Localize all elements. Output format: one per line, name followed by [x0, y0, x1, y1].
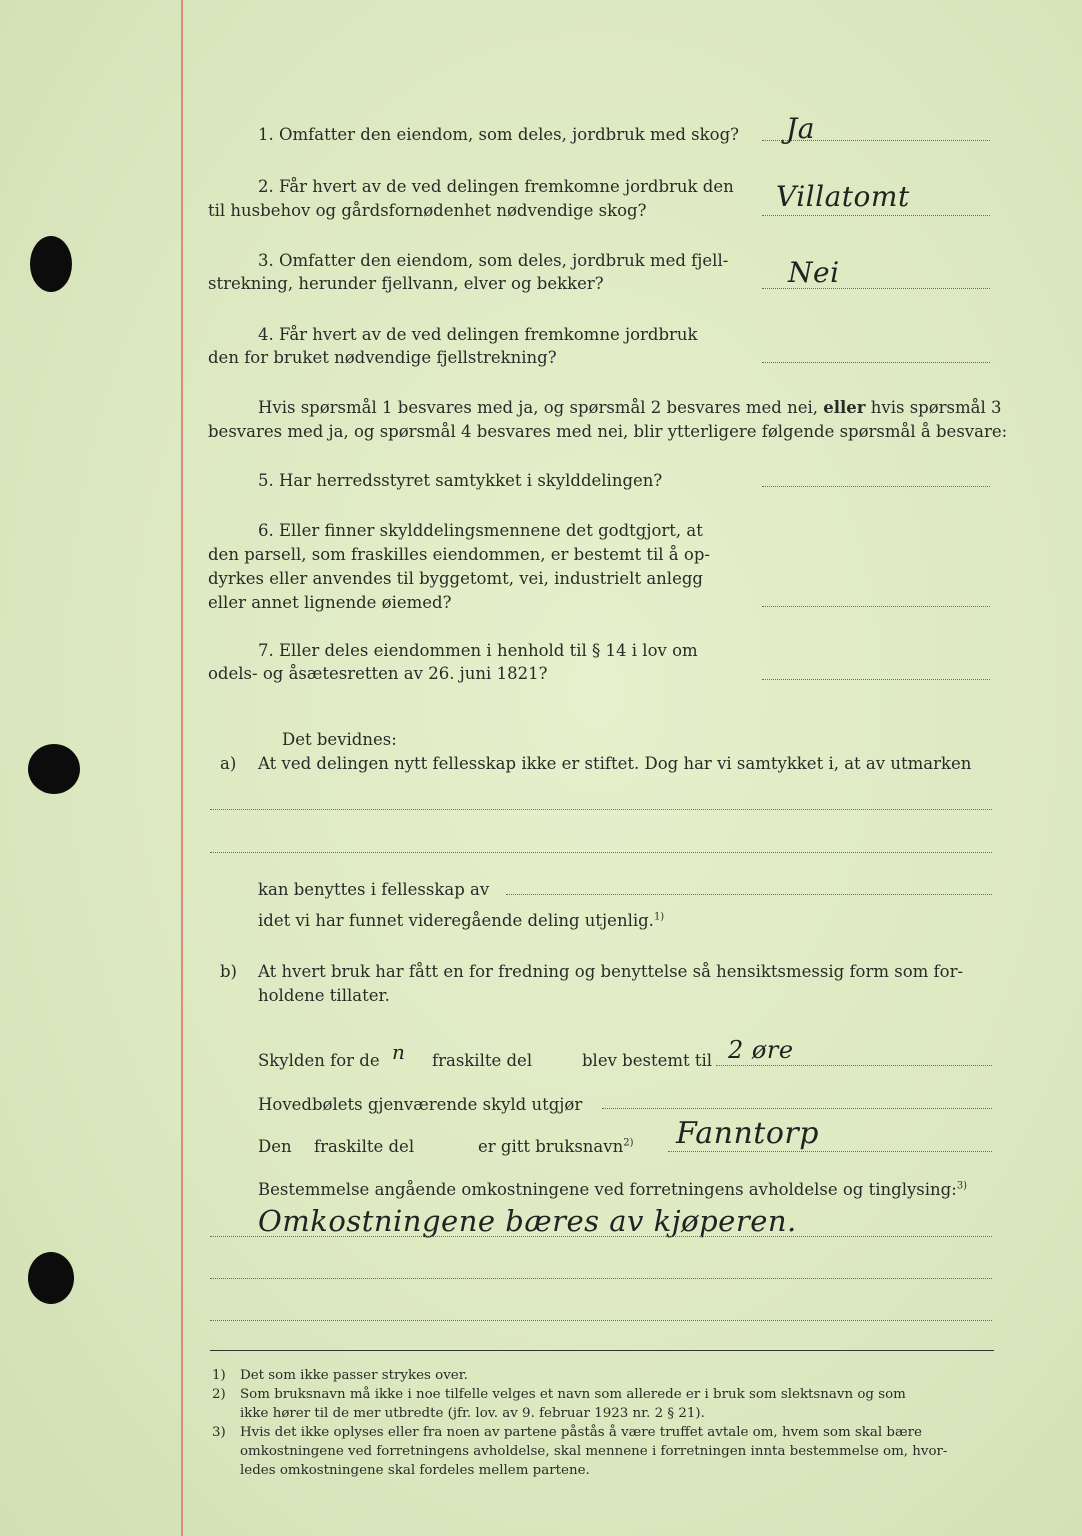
bestemmelse-label-text: Bestemmelse angående omkostningene ved forretningens avholdelse og tinglysing:	[258, 1180, 957, 1199]
binder-hole-middle	[28, 744, 80, 794]
skyld-label-2: fraskilte del	[432, 1051, 533, 1070]
question-6-line-3: dyrkes eller anvendes til byggetomt, vei, industrielt anlegg	[208, 569, 703, 588]
skyld-de-suffix: n	[392, 1040, 406, 1064]
condition-line-1	[258, 398, 1002, 417]
binder-hole-bottom	[28, 1252, 74, 1304]
answer-line-4	[762, 362, 990, 363]
hovedbol-label: Hovedbølets gjenværende skyld utgjør	[258, 1095, 583, 1114]
question-4-line-2: den for bruket nødvendige fjellstrekning?	[208, 348, 557, 367]
question-1: 1. Omfatter den eiendom, som deles, jordbruk med skog?	[258, 125, 739, 144]
skyld-value-line	[716, 1065, 992, 1066]
certify-a-label: a)	[220, 754, 237, 773]
answer-line-6	[762, 606, 990, 607]
bestemmelse-label	[258, 1180, 967, 1199]
omkostninger-line-2	[210, 1278, 992, 1279]
certify-a-continue-1: kan benyttes i fellesskap av	[258, 880, 490, 899]
footnote-ref-2: 2)	[623, 1137, 634, 1149]
certify-b-label: b)	[220, 962, 237, 981]
question-4-line-1: 4. Får hvert av de ved delingen fremkomne jordbruk	[258, 325, 698, 344]
question-7-line-2: odels- og åsætesretten av 26. juni 1821?	[208, 664, 548, 683]
question-3-line-2: strekning, herunder fjellvann, elver og bekker?	[208, 274, 604, 293]
answer-3: Nei	[788, 256, 840, 289]
footnote-2-mark: 2)	[212, 1387, 226, 1402]
certify-a-blank-3	[506, 894, 992, 895]
footnote-1: Det som ikke passer strykes over.	[240, 1368, 468, 1383]
bruksnavn-label-3-text: er gitt bruksnavn	[478, 1137, 624, 1156]
certify-a-text: At ved delingen nytt fellesskap ikke er stiftet. Dog har vi samtykket i, at av utmarken	[258, 754, 972, 773]
omkostninger-line-3	[210, 1320, 992, 1321]
skyld-label-3: blev bestemt til	[582, 1051, 713, 1070]
condition-text-bold: eller	[823, 398, 866, 417]
question-2-line-2: til husbehov og gårdsfornødenhet nødvendige skog?	[208, 201, 647, 220]
condition-text-post: hvis spørsmål 3	[870, 398, 1002, 417]
answer-1: Ja	[786, 112, 815, 145]
question-3-line-1: 3. Omfatter den eiendom, som deles, jordbruk med fjell-	[258, 251, 729, 270]
footnote-ref-3: 3)	[956, 1180, 968, 1192]
binder-hole-top	[30, 236, 72, 292]
footnote-2-line-2: ikke hører til de mer utbredte (jfr. lov. av 9. februar 1923 nr. 2 § 21).	[240, 1406, 705, 1421]
answer-line-2	[762, 215, 990, 216]
question-2-line-1: 2. Får hvert av de ved delingen fremkomne jordbruk den	[258, 177, 734, 196]
condition-line-2: besvares med ja, og spørsmål 4 besvares med nei, blir ytterligere følgende spørsmål å besvare:	[208, 422, 1008, 441]
condition-text-pre: Hvis spørsmål 1 besvares med ja, og spørsmål 2 besvares med nei,	[258, 398, 819, 417]
certify-heading: Det bevidnes:	[282, 730, 397, 749]
footnote-rule	[210, 1350, 994, 1351]
certify-a-blank-1	[210, 809, 992, 810]
certify-b-line-1: At hvert bruk har fått en for fredning og benyttelse så hensiktsmessig form som for-	[258, 962, 964, 981]
skyld-label-1: Skylden for de	[258, 1051, 380, 1070]
certify-b-line-2: holdene tillater.	[258, 986, 390, 1005]
answer-2: Villatomt	[776, 180, 910, 213]
certify-a-continue-2	[258, 911, 664, 930]
omkostninger-line-1	[210, 1236, 992, 1237]
bruksnavn-value-line	[668, 1151, 992, 1152]
footnote-3-line-1: Hvis det ikke oplyses eller fra noen av partene påstås å være truffet avtale om, hvem som skal bære	[240, 1425, 922, 1440]
bruksnavn-label-3	[478, 1137, 633, 1156]
bruksnavn-value: Fanntorp	[676, 1116, 819, 1151]
question-6-line-1: 6. Eller finner skylddelingsmennene det godtgjort, at	[258, 521, 703, 540]
footnote-ref-1: 1)	[653, 911, 665, 923]
question-6-line-2: den parsell, som fraskilles eiendommen, er bestemt til å op-	[208, 545, 710, 564]
footnote-3-mark: 3)	[212, 1425, 226, 1440]
certify-a-blank-2	[210, 852, 992, 853]
bruksnavn-label-2: fraskilte del	[314, 1137, 415, 1156]
footnote-3-line-2: omkostningene ved forretningens avholdelse, skal mennene i forretningen innta bestemmelse om, hvor-	[240, 1444, 948, 1459]
question-7-line-1: 7. Eller deles eiendommen i henhold til § 14 i lov om	[258, 641, 698, 660]
certify-a-continue-2-text: idet vi har funnet videregående deling utjenlig.	[258, 911, 654, 930]
footnote-2-line-1: Som bruksnavn må ikke i noe tilfelle velges et navn som allerede er i bruk som slektsnavn og som	[240, 1387, 906, 1402]
margin-line	[181, 0, 183, 1536]
skyld-value: 2 øre	[728, 1036, 794, 1064]
footnote-1-mark: 1)	[212, 1368, 226, 1383]
answer-line-5	[762, 486, 990, 487]
question-5: 5. Har herredsstyret samtykket i skylddelingen?	[258, 471, 663, 490]
footnote-3-line-3: ledes omkostningene skal fordeles mellem partene.	[240, 1463, 590, 1478]
hovedbol-value-line	[602, 1108, 992, 1109]
omkostninger-value: Omkostningene bæres av kjøperen.	[258, 1204, 797, 1238]
question-6-line-4: eller annet lignende øiemed?	[208, 593, 452, 612]
answer-line-7	[762, 679, 990, 680]
bruksnavn-label-1: Den	[258, 1137, 292, 1156]
